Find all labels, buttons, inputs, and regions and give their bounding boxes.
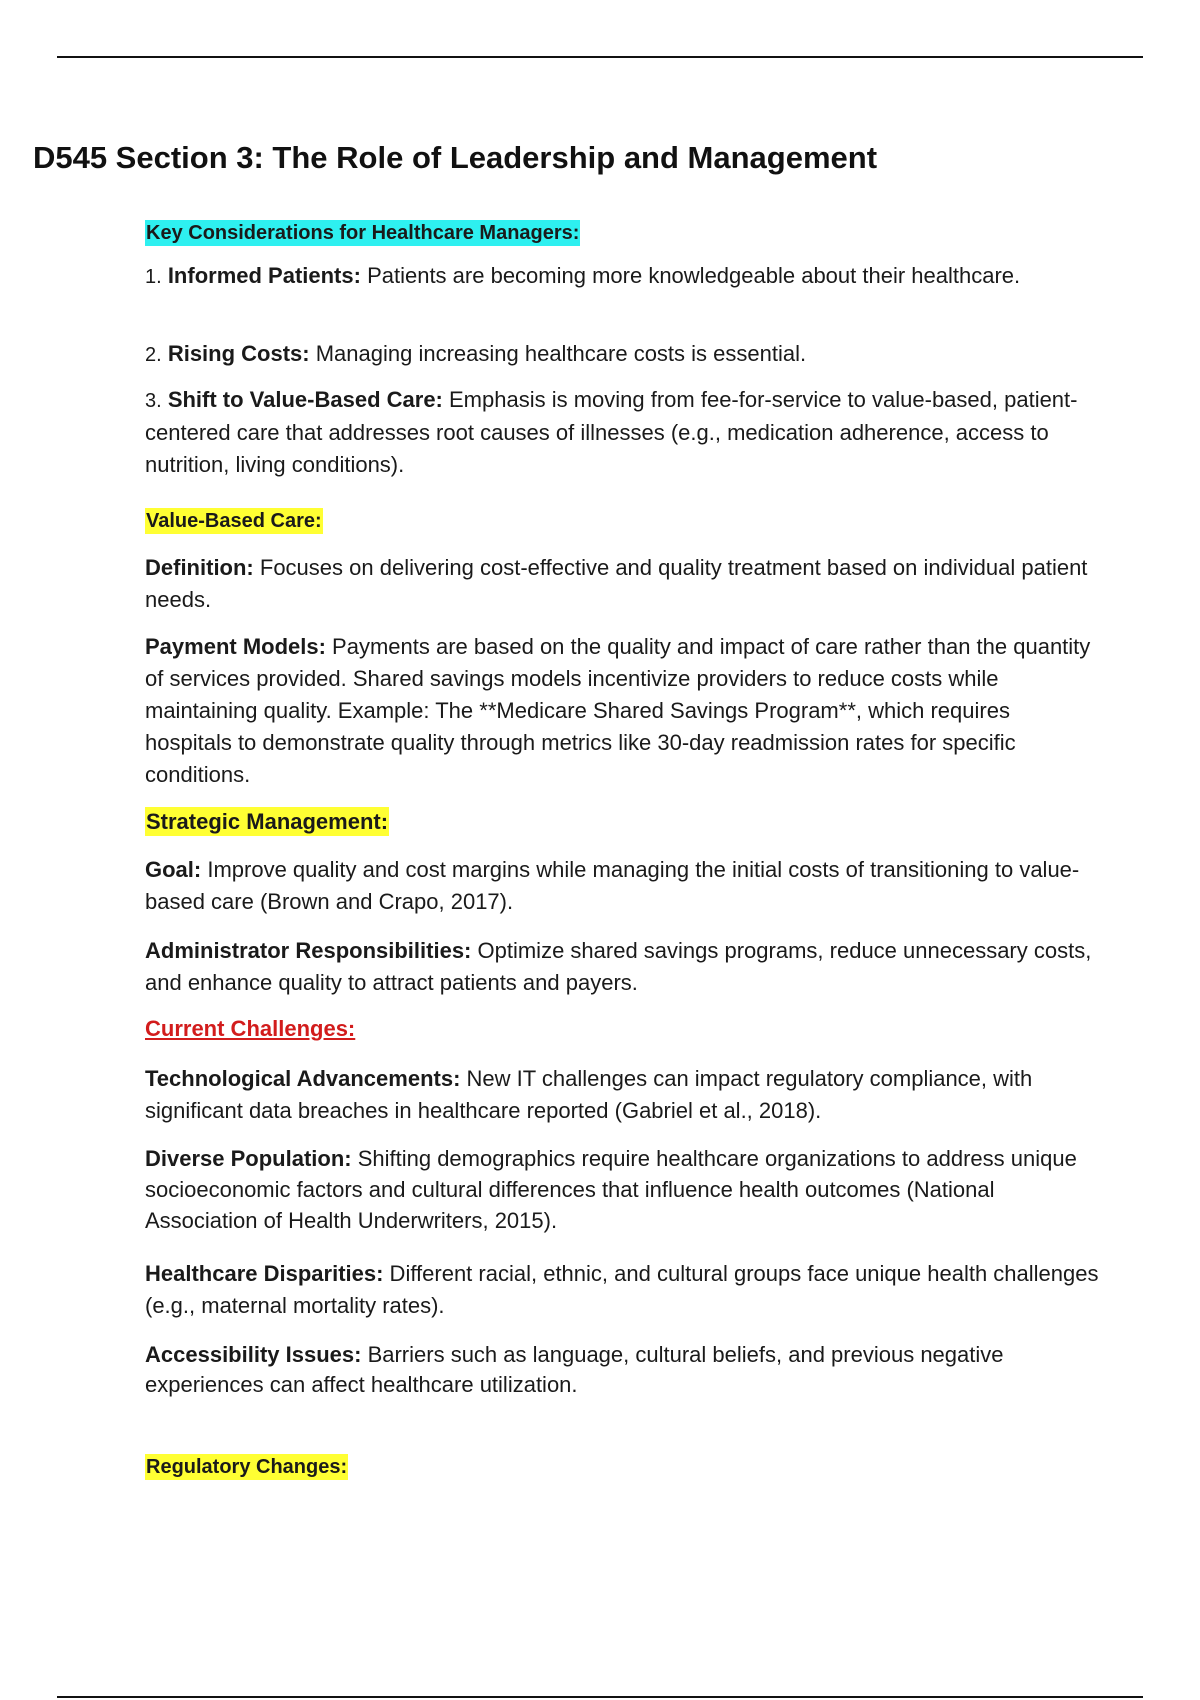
list-item	[145, 261, 1125, 292]
definition-paragraph	[145, 552, 1100, 616]
list-number: 3.	[145, 390, 162, 412]
regulatory-heading-line	[145, 1450, 1100, 1483]
key-considerations-heading: Key Considerations for Healthcare Managers:	[146, 222, 580, 244]
administrator-term: Administrator Responsibilities:	[145, 938, 472, 963]
accessibility-term: Accessibility Issues:	[145, 1342, 362, 1367]
payment-models-text: Payments are based on the quality and impact of care rather than the quantity of services provided. Shared savings models incentivize providers to reduce costs while maintaining quality. Example: The **Medicare Shared Savings Program**, which requires hospitals to demonstrate quality through metrics like 30-day readmission rates for specific conditions.	[145, 634, 1091, 787]
current-challenges-heading: Current Challenges:	[145, 1016, 356, 1041]
payment-models-term: Payment Models:	[145, 634, 326, 659]
value-based-care-heading: Value-Based Care:	[146, 510, 322, 532]
technological-paragraph	[145, 1063, 1100, 1127]
list-term: Rising Costs:	[167, 341, 310, 366]
strategic-management-heading: Strategic Management:	[146, 809, 389, 834]
list-item	[145, 384, 1100, 481]
administrator-paragraph	[145, 935, 1100, 999]
regulatory-changes-heading: Regulatory Changes:	[146, 1456, 348, 1478]
diverse-population-text: Shifting demographics require healthcare organizations to address unique socioeconomic factors and cultural differences that influence health outcomes (National Association of Health Underwriters, 2015).	[145, 1146, 1077, 1233]
accessibility-text: Barriers such as language, cultural beliefs, and previous negative experiences can affect healthcare utilization.	[145, 1342, 1004, 1397]
list-term: Informed Patients:	[167, 263, 361, 288]
top-rule	[57, 56, 1143, 58]
payment-models-paragraph	[145, 631, 1100, 791]
list-text: Managing increasing healthcare costs is essential.	[309, 341, 807, 366]
technological-text: New IT challenges can impact regulatory compliance, with significant data breaches in healthcare reported (Gabriel et al., 2018).	[145, 1066, 1033, 1123]
technological-term: Technological Advancements:	[145, 1066, 461, 1091]
strategic-management-heading-line	[145, 806, 1100, 838]
goal-text: Improve quality and cost margins while managing the initial costs of transitioning to value- based care (Brown and Crapo, 2017).	[145, 857, 1080, 914]
definition-text: Focuses on delivering cost-effective and quality treatment based on individual patient needs.	[145, 555, 1088, 612]
disparities-term: Healthcare Disparities:	[145, 1261, 384, 1286]
definition-term: Definition:	[145, 555, 254, 580]
administrator-text: Optimize shared savings programs, reduce unnecessary costs, and enhance quality to attract patients and payers.	[145, 938, 1092, 995]
accessibility-paragraph	[145, 1340, 1100, 1400]
goal-paragraph	[145, 854, 1100, 918]
list-text: Patients are becoming more knowledgeable about their healthcare.	[360, 263, 1021, 288]
bottom-rule	[57, 1696, 1143, 1698]
list-text: Emphasis is moving from fee-for-service to value-based, patient- centered care that addresses root causes of illnesses (e.g., medication adherence, access to nutrition, living conditions).	[145, 387, 1078, 477]
current-challenges-heading-line	[145, 1013, 1100, 1045]
key-considerations-heading-line	[145, 216, 1100, 249]
disparities-text: Different racial, ethnic, and cultural groups face unique health challenges (e.g., maternal mortality rates).	[145, 1261, 1099, 1318]
disparities-paragraph	[145, 1258, 1100, 1322]
list-term: Shift to Value-Based Care:	[167, 387, 443, 412]
value-based-care-heading-line	[145, 504, 1100, 537]
diverse-population-term: Diverse Population:	[145, 1146, 352, 1171]
goal-term: Goal:	[145, 857, 202, 882]
document-title: D545 Section 3: The Role of Leadership and Management	[32, 140, 878, 175]
diverse-population-paragraph	[145, 1143, 1100, 1236]
list-number: 1.	[145, 266, 162, 288]
list-number: 2.	[145, 344, 162, 366]
list-item	[145, 338, 1100, 371]
